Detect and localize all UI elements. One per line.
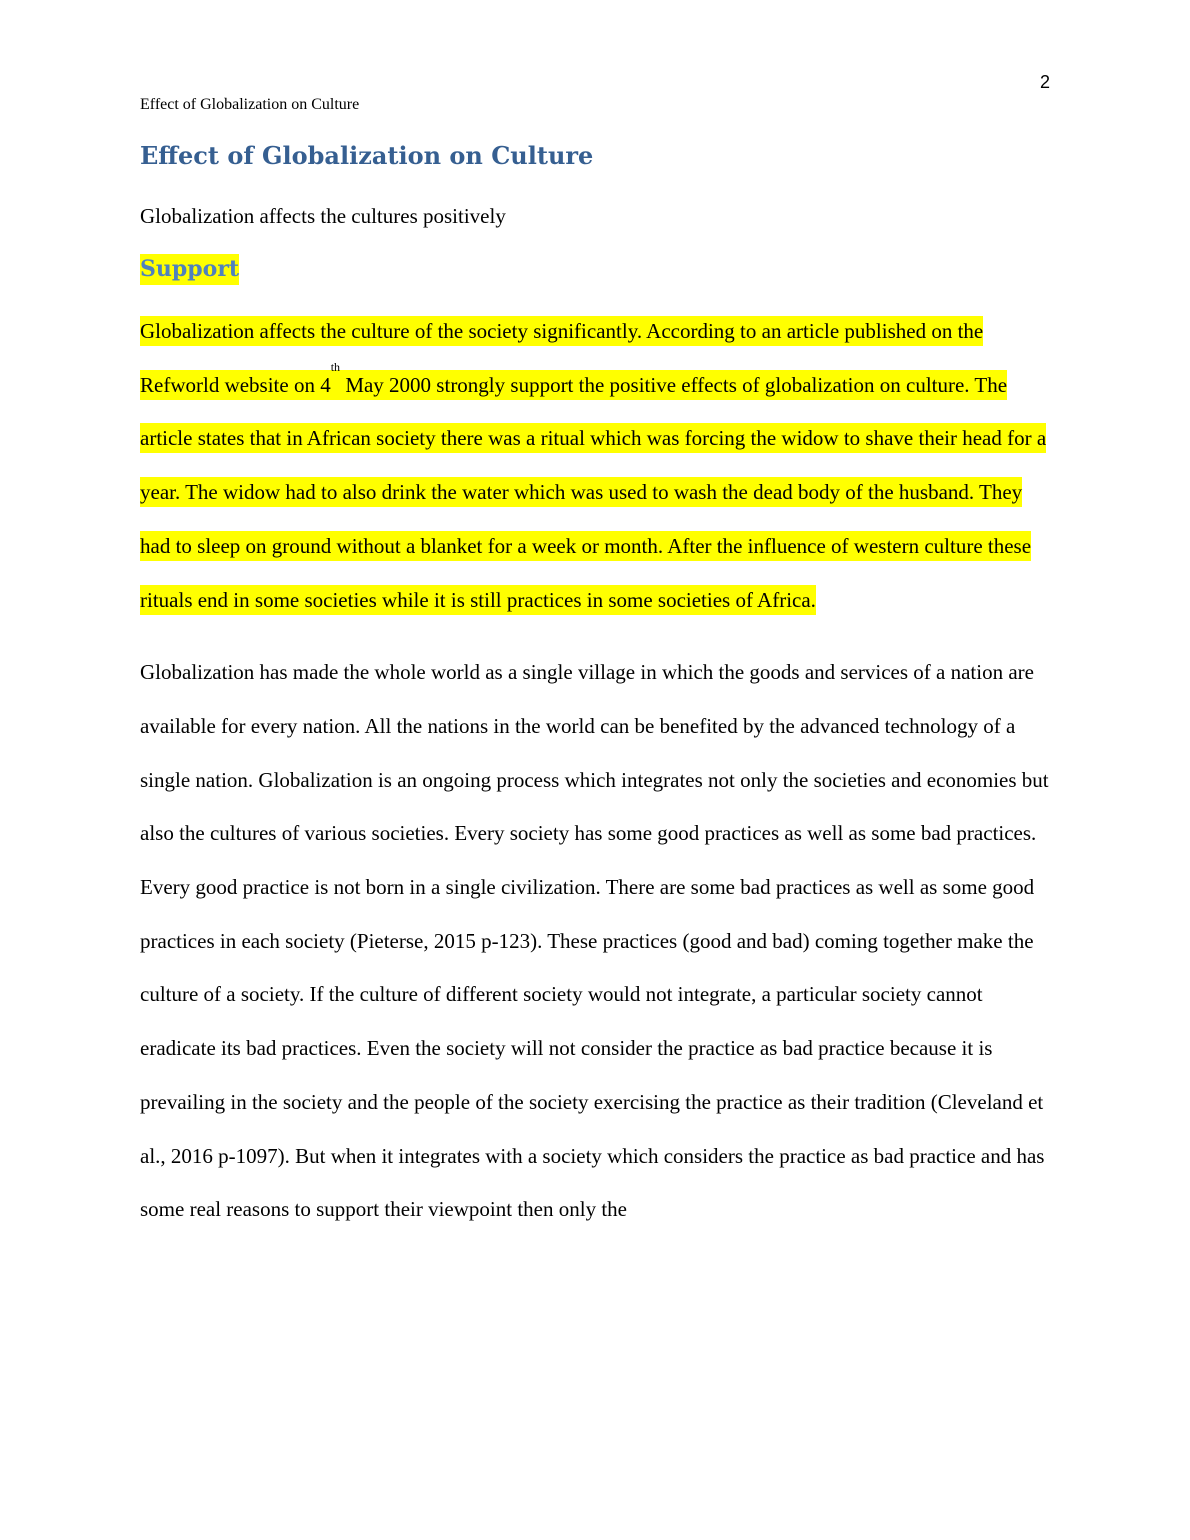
document-body bbox=[140, 138, 1050, 1237]
thesis-statement: Globalization affects the cultures positively bbox=[140, 204, 506, 228]
support-paragraph-text-end: May 2000 strongly support the positive effects of globalization on culture. The article states that in African society there was a ritual which was forcing the widow to shave their head for a year. The widow had to also drink the water which was used to wash the dead body of the husband. They had to sleep on ground without a blanket for a week or month. After the influence of western culture these rituals end in some societies while it is still practices in some societies of Africa. bbox=[140, 370, 1046, 615]
support-paragraph-text-start: Globalization affects the culture of the society significantly. According to an article published on the Refworld website on 4 bbox=[140, 316, 983, 400]
body-paragraph: Globalization has made the whole world as a single village in which the goods and services of a nation are available for every nation. All the nations in the world can be benefited by the advanced technology of a single nation. Globalization is an ongoing process which integrates not only the societies and economies but also the cultures of various societies. Every society has some good practices as well as some bad practices. Every good practice is not born in a single civilization. There are some bad practices as well as some good practices in each society (Pieterse, 2015 p-123). These practices (good and bad) coming together make the culture of a society. If the culture of different society would not integrate, a particular society cannot eradicate its bad practices. Even the society will not consider the practice as bad practice because it is prevailing in the society and the people of the society exercising the practice as their tradition (Cleveland et al., 2016 p-1097). But when it integrates with a society which considers the practice as bad practice and has some real reasons to support their viewpoint then only the bbox=[140, 660, 1049, 1222]
subheading-container bbox=[140, 254, 1050, 305]
document-title: Effect of Globalization on Culture bbox=[140, 141, 594, 170]
support-subheading: Support bbox=[140, 254, 239, 285]
support-paragraph bbox=[140, 305, 1050, 627]
running-head: Effect of Globalization on Culture bbox=[140, 96, 360, 113]
superscript-ordinal bbox=[330, 359, 341, 400]
superscript-text: th bbox=[330, 359, 341, 374]
page-number: 2 bbox=[1039, 72, 1050, 92]
